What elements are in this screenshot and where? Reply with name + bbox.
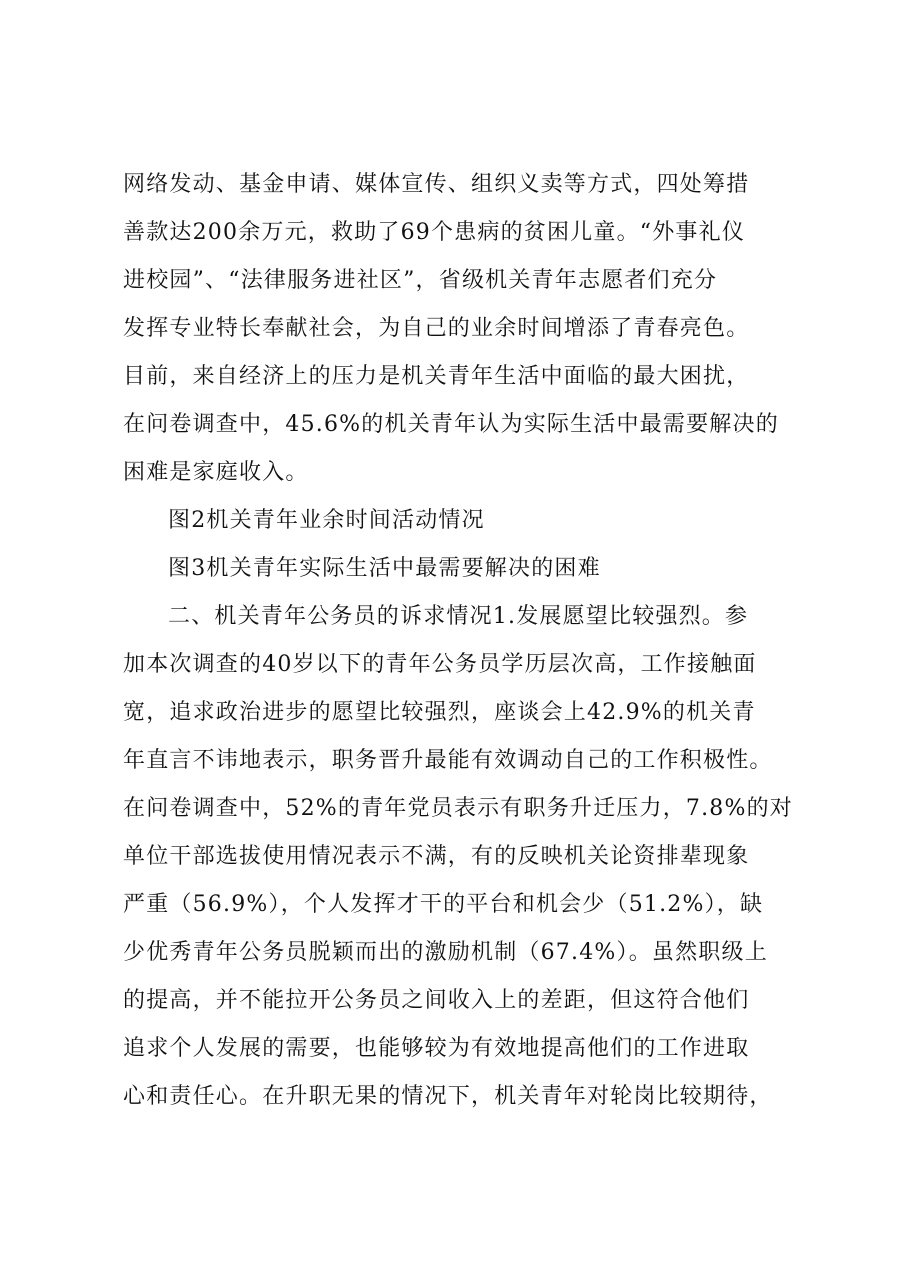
figure-caption-3: 图3机关青年实际生活中最需要解决的困难	[168, 556, 601, 581]
paragraph-1-line-1: 网络发动、基金申请、媒体宣传、组织义卖等方式，四处筹措	[123, 172, 750, 197]
paragraph-2-line-3: 宽，追求政治进步的愿望比较强烈，座谈会上42.9%的机关青	[123, 700, 756, 725]
paragraph-1-line-2: 善款达200余万元，救助了69个患病的贫困儿童。“外事礼仪	[123, 220, 746, 245]
paragraph-2-line-11: 心和责任心。在升职无果的情况下，机关青年对轮岗比较期待，	[123, 1084, 773, 1109]
paragraph-1-line-5: 目前，来自经济上的压力是机关青年生活中面临的最大困扰，	[123, 364, 750, 389]
paragraph-2-line-2: 加本次调查的40岁以下的青年公务员学历层次高，工作接触面	[123, 652, 757, 677]
paragraph-2-line-6: 单位干部选拔使用情况表示不满，有的反映机关论资排辈现象	[123, 844, 750, 869]
paragraph-1-line-4: 发挥专业特长奉献社会，为自己的业余时间增添了青春亮色。	[123, 316, 750, 341]
paragraph-1-line-7: 困难是家庭收入。	[123, 460, 309, 485]
paragraph-2-line-7: 严重（56.9%），个人发挥才干的平台和机会少（51.2%），缺	[123, 892, 764, 917]
paragraph-2-line-5: 在问卷调查中，52%的青年党员表示有职务升迁压力，7.8%的对	[123, 796, 793, 821]
paragraph-2-line-10: 追求个人发展的需要，也能够较为有效地提高他们的工作进取	[123, 1036, 750, 1061]
paragraph-2-line-1: 二、机关青年公务员的诉求情况1.发展愿望比较强烈。参	[168, 604, 749, 629]
paragraph-2-line-4: 年直言不讳地表示，职务晋升最能有效调动自己的工作积极性。	[123, 748, 773, 773]
paragraph-1-line-3: 进校园”、“法律服务进社区”，省级机关青年志愿者们充分	[123, 268, 718, 293]
figure-caption-2: 图2机关青年业余时间活动情况	[168, 508, 485, 533]
paragraph-2-line-9: 的提高，并不能拉开公务员之间收入上的差距，但这符合他们	[123, 988, 750, 1013]
paragraph-1-line-6: 在问卷调查中，45.6%的机关青年认为实际生活中最需要解决的	[123, 412, 779, 437]
paragraph-2-line-8: 少优秀青年公务员脱颖而出的激励机制（67.4%）。虽然职级上	[123, 940, 768, 965]
